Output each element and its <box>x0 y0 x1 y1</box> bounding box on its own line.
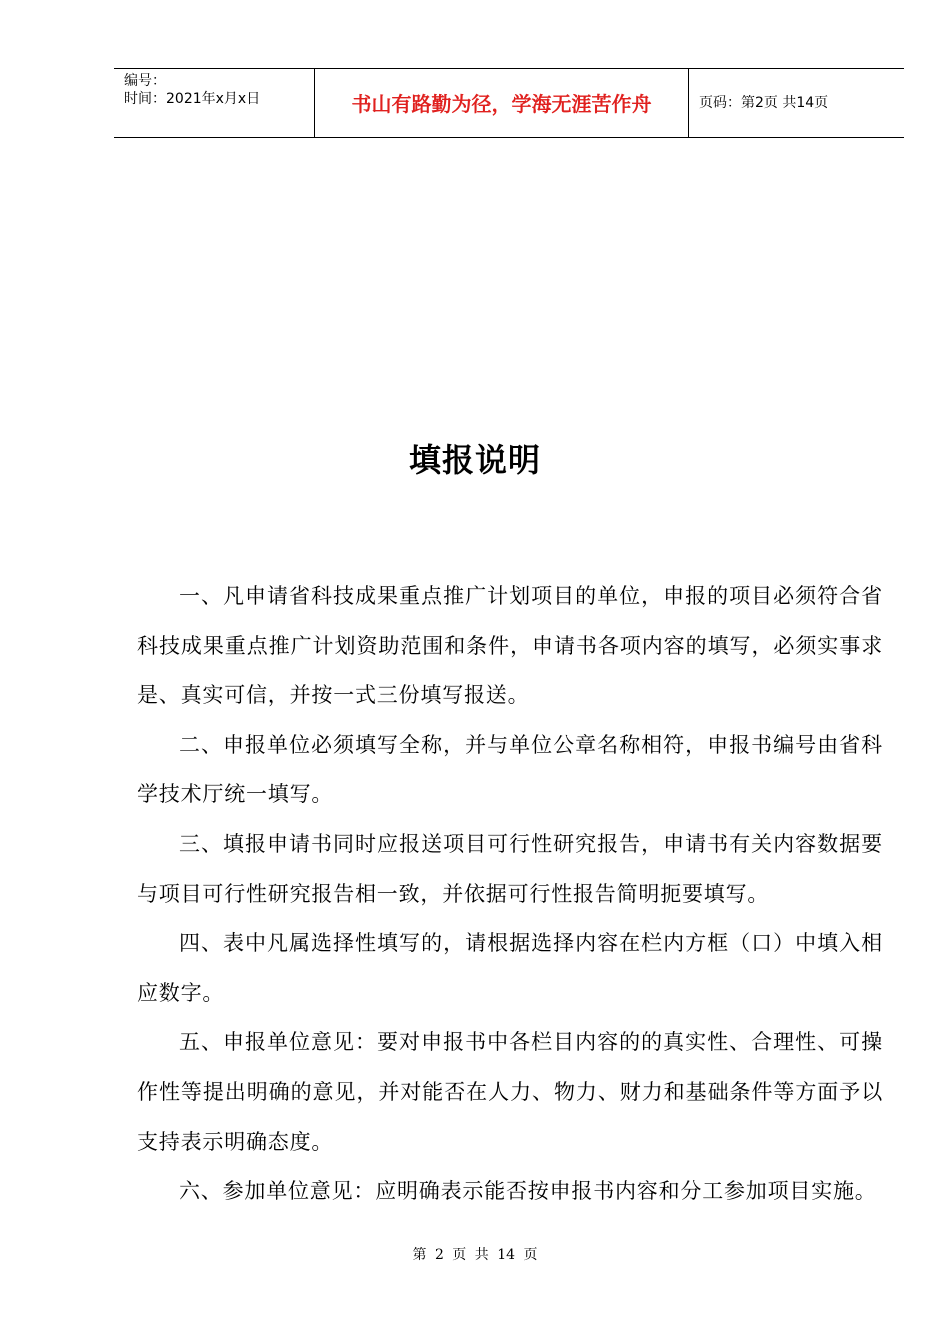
page-title: 填报说明 <box>408 441 541 479</box>
document-number-label: 编号： <box>124 73 166 89</box>
instruction-paragraph: 五、申报单位意见：要对申报书中各栏目内容的的真实性、合理性、可操作性等提出明确的意见，并对能否在人力、物力、财力和基础条件等方面予以支持表示明确态度。 <box>137 1030 883 1154</box>
page-header <box>114 68 904 138</box>
header-motto-cell <box>315 69 689 137</box>
instructions-body <box>137 572 883 1217</box>
header-page-cell <box>689 69 904 137</box>
instruction-paragraph: 二、申报单位必须填写全称，并与单位公章名称相符，申报书编号由省科学技术厅统一填写。 <box>137 732 883 807</box>
header-motto: 书山有路勤为径，学海无涯苦作舟 <box>351 92 652 116</box>
header-info-cell <box>114 69 315 137</box>
document-date: 时间：2021年x月x日 <box>124 91 261 107</box>
instruction-paragraph: 六、参加单位意见：应明确表示能否按申报书内容和分工参加项目实施。 <box>179 1179 877 1204</box>
page-footer: 第 2 页 共 14 页 <box>412 1247 538 1263</box>
instruction-paragraph: 一、凡申请省科技成果重点推广计划项目的单位，申报的项目必须符合省科技成果重点推广计划资助范围和条件，申请书各项内容的填写，必须实事求是、真实可信，并按一式三份填写报送。 <box>137 584 883 708</box>
instruction-paragraph: 三、填报申请书同时应报送项目可行性研究报告，申请书有关内容数据要与项目可行性研究报告相一致，并依据可行性报告简明扼要填写。 <box>137 831 883 906</box>
header-page-code: 页码：第2页 共14页 <box>699 95 829 111</box>
instruction-paragraph: 四、表中凡属选择性填写的，请根据选择内容在栏内方框（口）中填入相应数字。 <box>137 931 883 1005</box>
